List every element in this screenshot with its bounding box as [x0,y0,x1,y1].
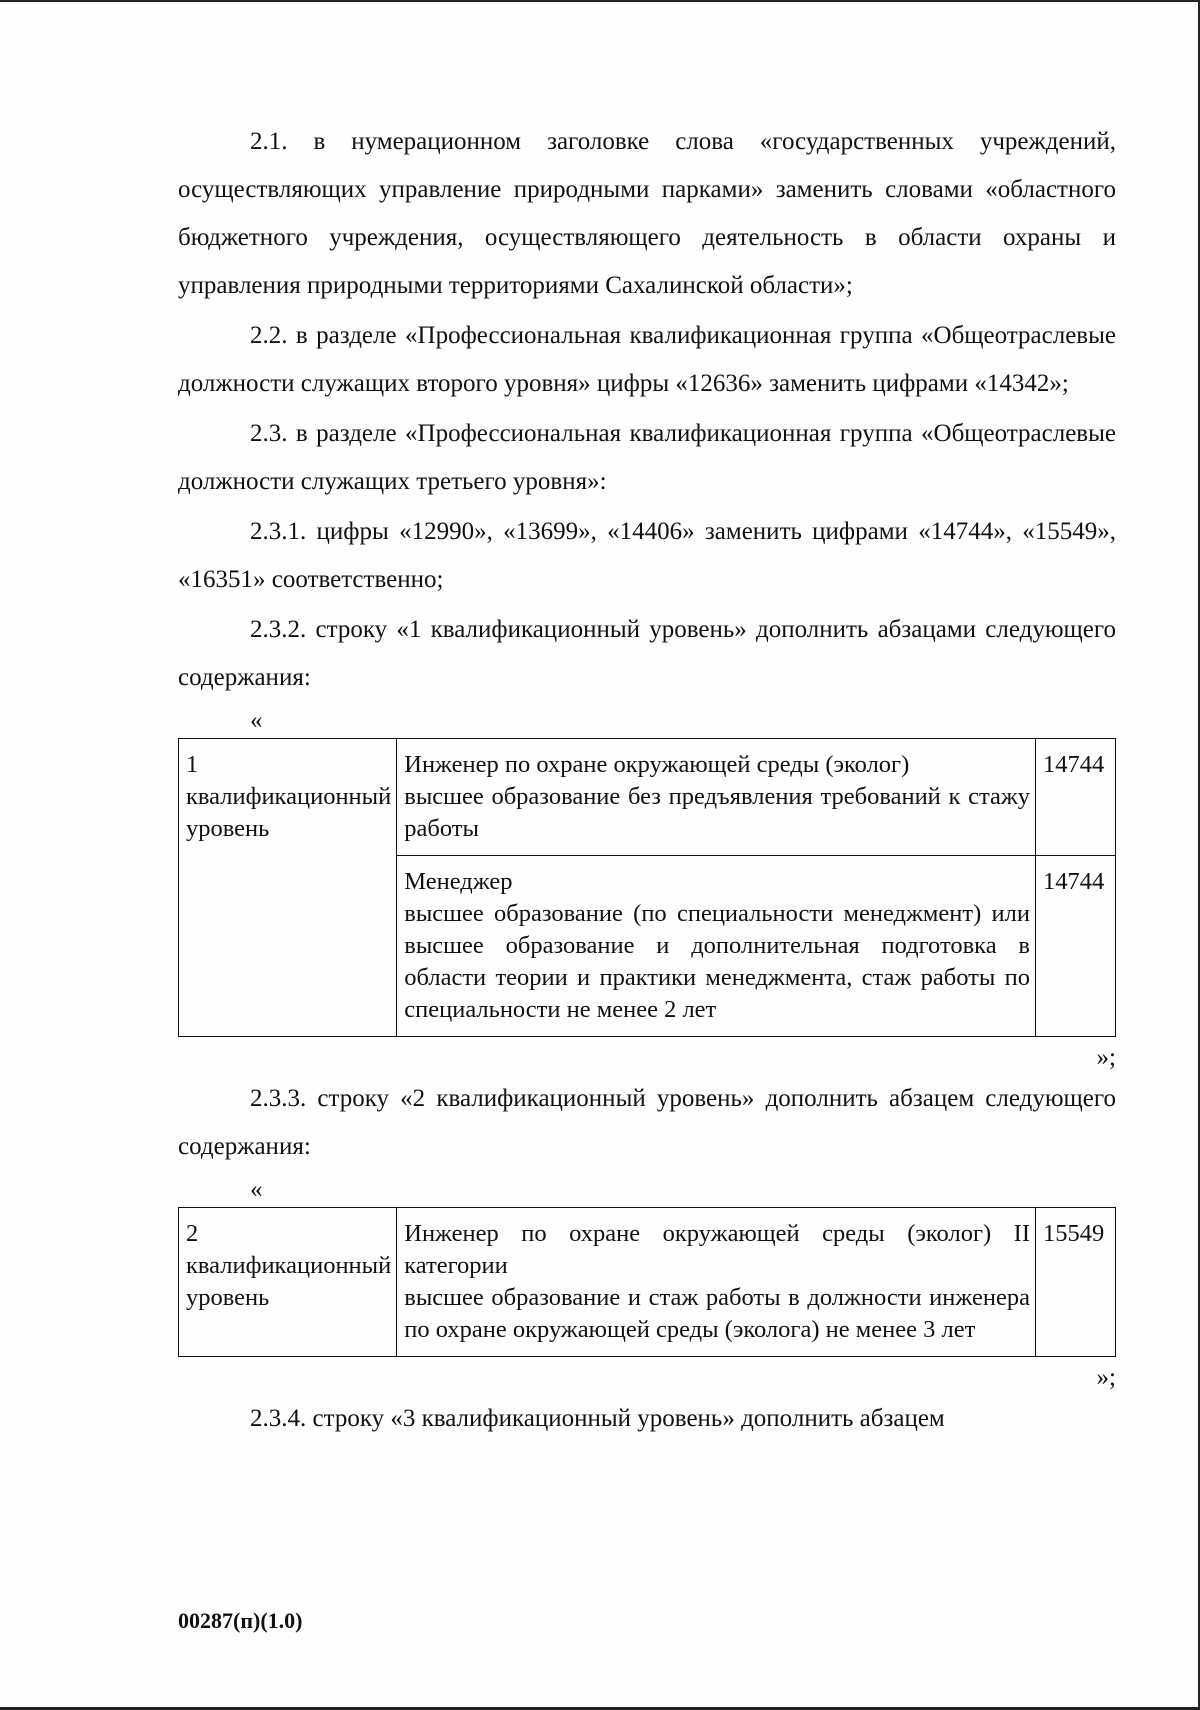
level-cell [179,1208,397,1357]
position-requirements: высшее образование (по специальности менеджмент) или высшее образование и дополнительная подготовка в области теории и практики менеджмента, стаж работы по специальности не менее 2 лет [404,900,1030,1023]
table-row [179,739,1116,856]
salary-cell: 14744 [1036,739,1116,856]
position-title: Инженер по охране окружающей среды (эколог) II категории [404,1220,1030,1279]
table2-quote-open: « [250,1176,263,1203]
document-code: 00287(п)(1.0) [178,1608,303,1633]
salary-cell: 14744 [1036,856,1116,1037]
page-border-top [0,0,1200,2]
table2-quote-close: »; [1096,1364,1116,1391]
paragraph-2-3-1: 2.3.1. цифры «12990», «13699», «14406» заменить цифрами «14744», «15549», «16351» соответственно; [178,518,1116,593]
position-cell [397,856,1036,1037]
table1-quote-open: « [250,707,263,734]
table-level-1 [178,738,1116,1037]
paragraph-2-1: 2.1. в нумерационном заголовке слова «государственных учреждений, осуществляющих управление природными парками» заменить словами «областного бюджетного учреждения, осуществляющего деятельность в области охраны и управления природными территориями Сахалинской области»; [178,128,1116,299]
document-body [178,118,1116,1443]
paragraph-2-3-2: 2.3.2. строку «1 квалификационный уровень» дополнить абзацами следующего содержания: [178,616,1116,691]
position-cell [397,739,1036,856]
table1-quote-close: »; [1096,1044,1116,1071]
salary-cell: 15549 [1036,1208,1116,1357]
position-requirements: высшее образование и стаж работы в должности инженера по охране окружающей среды (эколога) не менее 3 лет [404,1284,1030,1343]
position-requirements: высшее образование без предъявления требований к стажу работы [404,783,1030,842]
table-row [179,1208,1116,1357]
level-label: 2 квалификационный уровень [186,1220,392,1311]
paragraph-2-3-4: 2.3.4. строку «3 квалификационный уровень» дополнить абзацем [250,1405,945,1432]
table-level-2 [178,1207,1116,1357]
paragraph-2-3: 2.3. в разделе «Профессиональная квалификационная группа «Общеотраслевые должности служащих третьего уровня»: [178,420,1116,495]
position-cell [397,1208,1036,1357]
level-label: 1 квалификационный уровень [186,751,392,842]
paragraph-2-2: 2.2. в разделе «Профессиональная квалификационная группа «Общеотраслевые должности служащих второго уровня» цифры «12636» заменить цифрами «14342»; [178,322,1116,397]
paragraph-2-3-3: 2.3.3. строку «2 квалификационный уровень» дополнить абзацем следующего содержания: [178,1085,1116,1160]
level-cell [179,739,397,1037]
position-title: Инженер по охране окружающей среды (эколог) [404,751,910,778]
position-title: Менеджер [404,868,513,895]
